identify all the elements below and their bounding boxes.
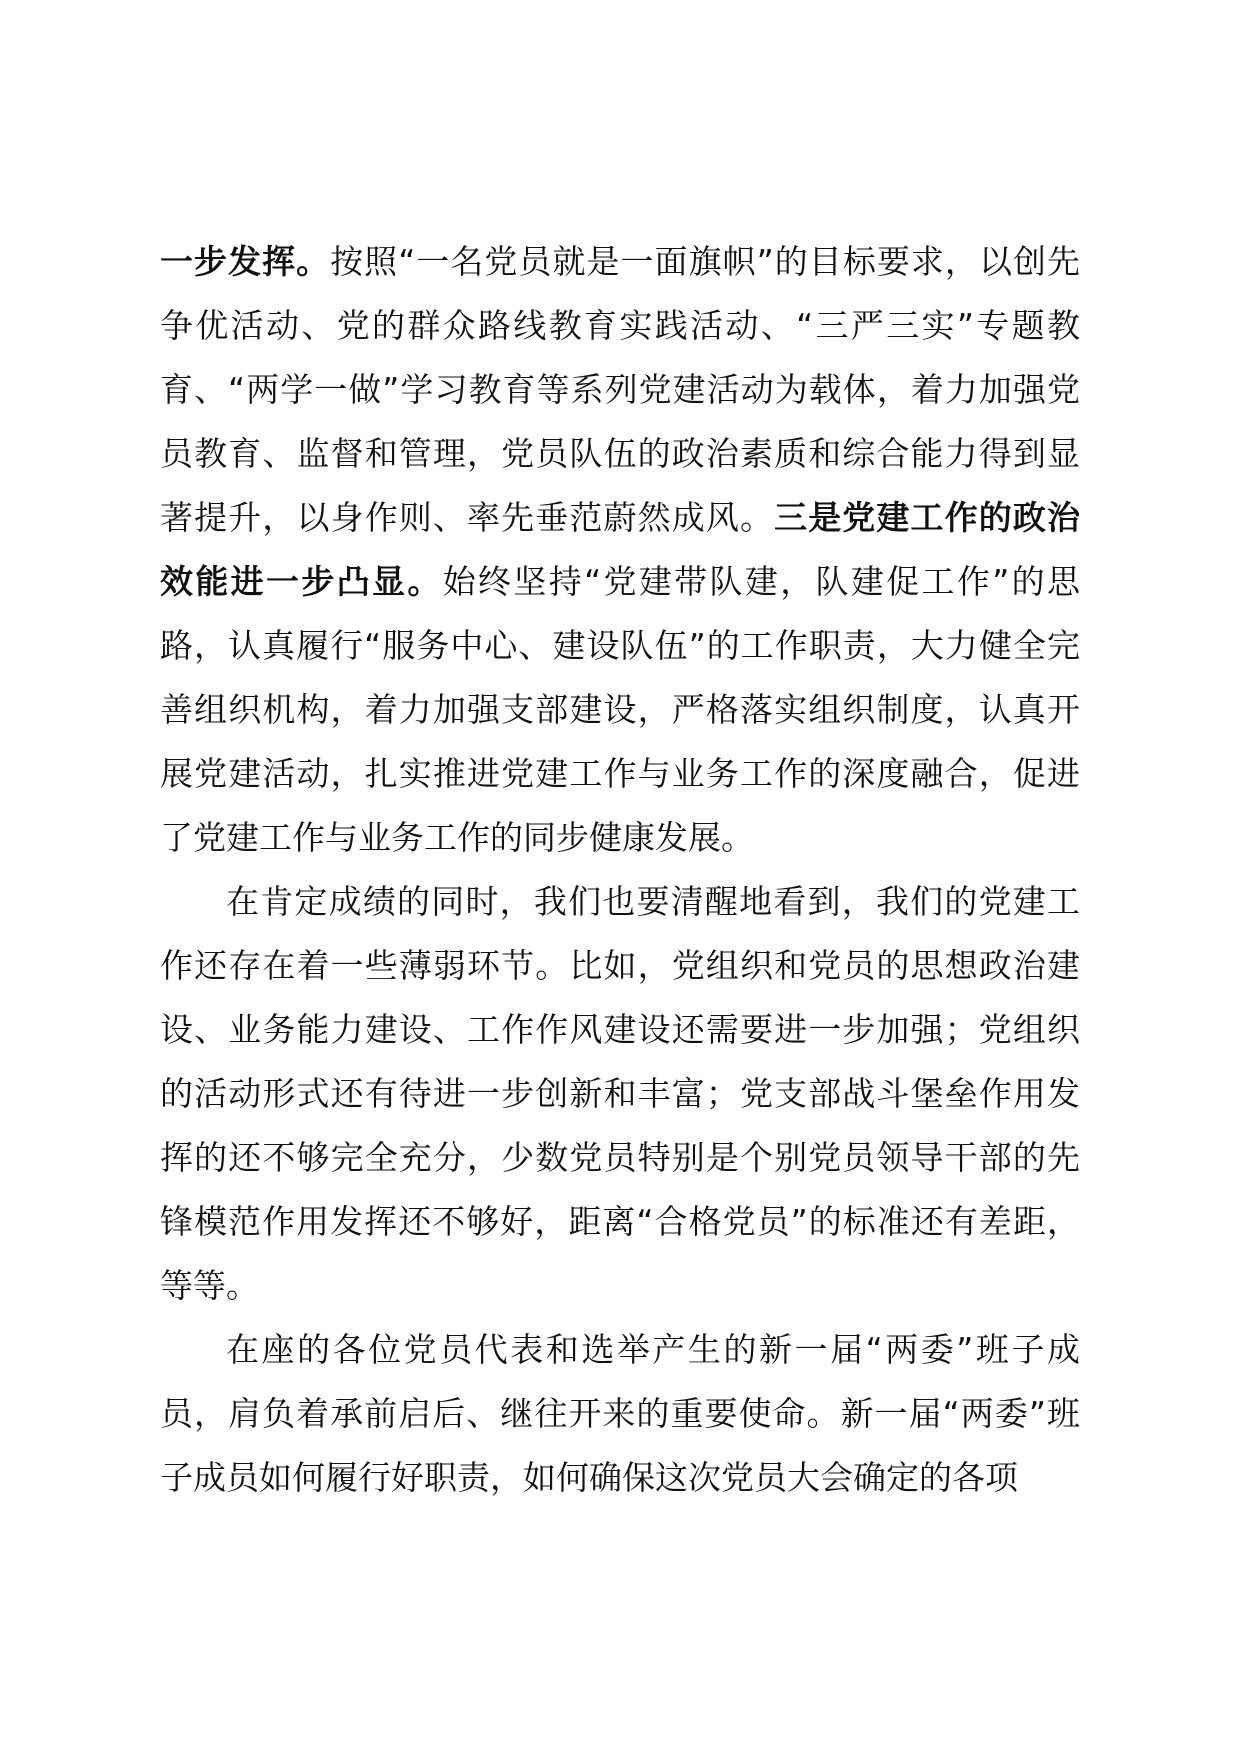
- document-body: [160, 230, 1080, 1510]
- bold-heading-fragment: 一步发挥。: [160, 242, 331, 281]
- body-text: 始终坚持“党建带队建，队建促工作”的思路，认真履行“服务中心、建设队伍”的工作职责，大力健全完善组织机构，着力加强支部建设，严格落实组织制度，认真开展党建活动，扎实推进党建工作与业务工作的深度融合，促进了党建工作与业务工作的同步健康发展。: [160, 562, 1081, 857]
- paragraph-achievements: [160, 230, 1080, 870]
- body-text: 按照“一名党员就是一面旗帜”的目标要求，以创先争优活动、党的群众路线教育实践活动、“三严三实”专题教育、“两学一做”学习教育等系列党建活动为载体，着力加强党员教育、监督和管理，党员队伍的政治素质和综合能力得到显著提升，以身作则、率先垂范蔚然成风。: [160, 242, 1080, 537]
- paragraph-new-committee: 在座的各位党员代表和选举产生的新一届“两委”班子成员，肩负着承前启后、继往开来的重要使命。新一届“两委”班子成员如何履行好职责，如何确保这次党员大会确定的各项: [160, 1330, 1080, 1497]
- paragraph-weaknesses: 在肯定成绩的同时，我们也要清醒地看到，我们的党建工作还存在着一些薄弱环节。比如，党组织和党员的思想政治建设、业务能力建设、工作作风建设还需要进一步加强；党组织的活动形式还有待进一步创新和丰富；党支部战斗堡垒作用发挥的还不够完全充分，少数党员特别是个别党员领导干部的先锋模范作用发挥还不够好，距离“合格党员”的标准还有差距，等等。: [160, 882, 1080, 1305]
- bold-heading-point-three: 三是党建工作的政治效能进一步凸显。: [160, 498, 1081, 601]
